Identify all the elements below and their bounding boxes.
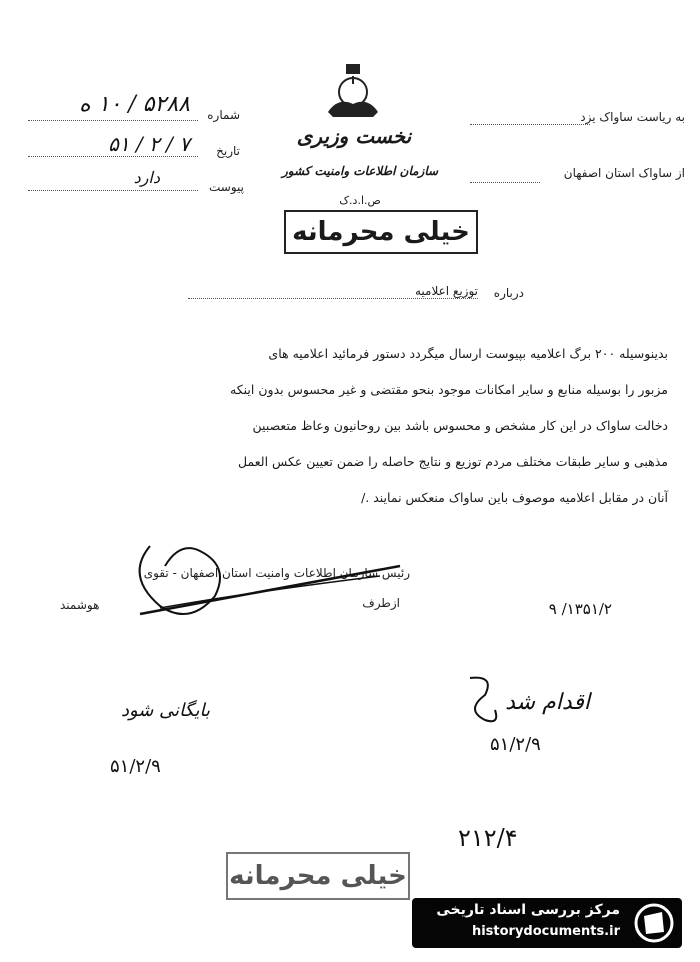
body-line: مزبور را بوسیله منابع و سایر امکانات موجود بنحو مقتضی و غیر محسوس بدون اینکه <box>230 382 668 397</box>
watermark-title: مرکز بررسی اسناد تاریخی <box>436 902 620 918</box>
body-line: مذهبی و سایر طبقات مختلف مردم توزیع و نتایج حاصله را ضمن تعیین عکس العمل <box>238 454 668 469</box>
file-number: ۲۱۲/۴ <box>458 824 518 852</box>
date-line <box>28 156 198 157</box>
org-name: سازمان اطلاعات وامنیت کشور <box>281 164 439 178</box>
on-behalf-label: ازطرف <box>362 596 400 610</box>
to-label: به ریاست ساواک یزد <box>580 110 685 124</box>
classification-stamp: خیلی محرمانه <box>284 210 478 254</box>
number-label: شماره <box>207 108 240 122</box>
watermark-footer <box>412 898 682 948</box>
lion-sun-emblem-icon <box>318 62 388 122</box>
emblem-title: نخست وزیری <box>296 124 412 148</box>
body-line: بدینوسیله ۲۰۰ برگ اعلامیه بپیوست ارسال میگردد دستور فرمائید اعلامیه های <box>268 346 668 361</box>
from-line <box>470 182 540 183</box>
date-value: ۷ / ۲ / ۵۱ <box>108 132 190 156</box>
subject-label: درباره <box>493 286 524 300</box>
initial-scribble-icon <box>455 670 505 730</box>
attachment-label: پیوست <box>209 180 244 194</box>
body-line: دخالت ساواک در این کار مشخص و محسوس باشد بین روحانیون وعاظ متعصبین <box>252 418 668 433</box>
number-value: ۵۲۸۸ / ۱۰ ه <box>79 92 190 117</box>
date-label: تاریخ <box>216 144 240 158</box>
attachment-line <box>28 190 198 191</box>
watermark-logo-icon <box>632 902 676 944</box>
left-date: ۵۱/۲/۹ <box>110 756 161 777</box>
sign-date: ۱۳۵۱/۲/ ۹ <box>548 600 612 618</box>
to-line <box>470 124 590 125</box>
subject-value: توزیع اعلامیه <box>414 284 478 298</box>
attachment-value: دارد <box>133 168 160 187</box>
subject-line <box>188 298 478 299</box>
signer-title: رئیس سازمان اطلاعات وامنیت استان اصفهان - تقوی <box>143 566 410 580</box>
from-label: از ساواک استان اصفهان <box>563 166 685 180</box>
handwritten-signature-icon <box>120 536 420 626</box>
reference-code: ص.ا.د.ک <box>339 194 381 207</box>
action-date: ۵۱/۲/۹ <box>490 734 541 755</box>
number-line <box>28 120 198 121</box>
signer-name: هوشمند <box>60 598 100 612</box>
left-note: بایگانی شود <box>120 700 210 721</box>
watermark-url: historydocuments.ir <box>471 924 620 939</box>
action-note: اقدام شد <box>505 690 590 715</box>
bottom-stamp: خیلی محرمانه <box>226 852 410 900</box>
body-line: آنان در مقابل اعلامیه موصوف باین ساواک منعکس نمایند ./ <box>361 490 668 505</box>
